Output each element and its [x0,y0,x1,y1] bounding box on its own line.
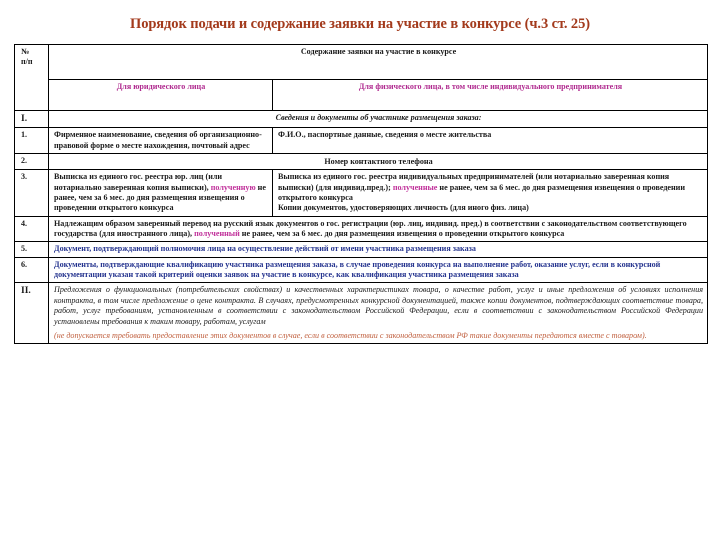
row-5-part2: не ранее, чем за 6 мес. до дня размещения извещения о проведении открытого конкурса [239,229,565,239]
row-number-2: 1. [15,128,49,154]
row-number-6: 5. [15,242,49,257]
table-row [15,283,708,344]
page-title: Порядок подачи и содержание заявки на участие в конкурсе (ч.3 ст. 25) [130,16,590,32]
row-4-right-highlight: полученные [392,182,438,192]
row-4-right-extra: Копии документов, удостоверяющих личность (для иного физ. лица) [278,203,529,213]
row-2-right-cell: Ф.И.О., паспортные данные, сведения о месте жительства [273,128,708,154]
table-header-row-main [15,45,708,80]
table-row [15,216,708,242]
row-5-merged-cell [49,216,708,242]
row-4-right-part2: не ранее, чем за 6 мес. до дня размещения извещения о проведении открытого конкурса [278,182,686,202]
row-number-7: 6. [15,257,49,283]
row-number-4: 3. [15,170,49,216]
row-4-right-cell [273,170,708,216]
row-4-right-part1: Выписка из единого гос. реестра индивидуальных предпринимателей (или нотариально заверенная копия выписки) (для индивид.пред.); [278,172,670,192]
table-header-row-sub [15,80,708,111]
table-row [15,257,708,283]
row-8-main-text: Предложения о функциональных (потребительских свойствах) и качественных характеристиках товара, о качестве работ, услуг и иные предложения об условиях исполнения контракта, в том числе предложение о цене контракта. В случаях, предусмотренных конкурсной документацией, также копии документов, подтверждающих соответствие товара, работ, услуг требованиям, установленным в соответствии с законодательством Российской Федерации, если в соответствии с законодательством Российской Федерации установлены требования к таким товару, работам, услугам [54,285,704,326]
row-number-1: I. [15,111,49,128]
table-row [15,170,708,216]
row-6-merged-cell: Документ, подтверждающий полномочия лица на осуществление действий от имени участника размещения заказа [49,242,708,257]
row-4-left-part1: Выписка из единого гос. реестра юр. лиц (или нотариально заверенная копия выписки), [54,172,223,192]
row-5-part1: Надлежащим образом заверенный перевод на русский язык документов о гос. регистрации (юр. лиц, индивид. пред.) в соответствии с законодательством соответствующего государства (для иностранного лица), [54,218,687,239]
table-row [15,128,708,154]
row-5-highlight: полученный [194,229,240,239]
row-8-note: (не допускается требовать предоставление этих документов в случае, если в соответствии с законодательством РФ такие документы передаются вместе с товаром). [54,330,647,340]
requirements-table-wrapper [14,44,707,344]
row-4-left-part2: не ранее, чем за 6 мес. до дня размещения извещения о проведении открытого конкурса [54,182,266,213]
row-4-left-highlight: полученную [210,182,256,192]
requirements-table [14,44,708,344]
header-number-line1: № [21,47,30,56]
row-7-merged-cell: Документы, подтверждающие квалификацию участника размещения заказа, в случае проведения конкурса на выполнение работ, оказание услуг, если в конкурсной документации указан такой критерий оценки заявок на участие в конкурсе, как квалификация участника размещения заказа [49,257,708,283]
table-row [15,153,708,169]
row-number-3: 2. [15,153,49,169]
table-row [15,242,708,257]
header-number-line2: п/п [21,57,33,67]
header-cell-number [15,45,49,111]
row-3-merged-cell: Номер контактного телефона [49,153,708,169]
row-number-8: II. [15,283,49,344]
row-section-title-1: Сведения и документы об участнике размещения заказа: [49,111,708,128]
row-2-left-cell: Фирменное наименование, сведения об организационно-правовой форме о месте нахождения, почтовый адрес [49,128,273,154]
row-4-left-cell [49,170,273,216]
row-8-merged-cell [49,283,708,344]
header-cell-legal-entity: Для юридического лица [49,80,273,111]
row-number-5: 4. [15,216,49,242]
table-row [15,111,708,128]
header-cell-physical-person: Для физического лица, в том числе индивидуального предпринимателя [273,80,708,111]
header-cell-content-title: Содержание заявки на участие в конкурсе [49,45,708,80]
